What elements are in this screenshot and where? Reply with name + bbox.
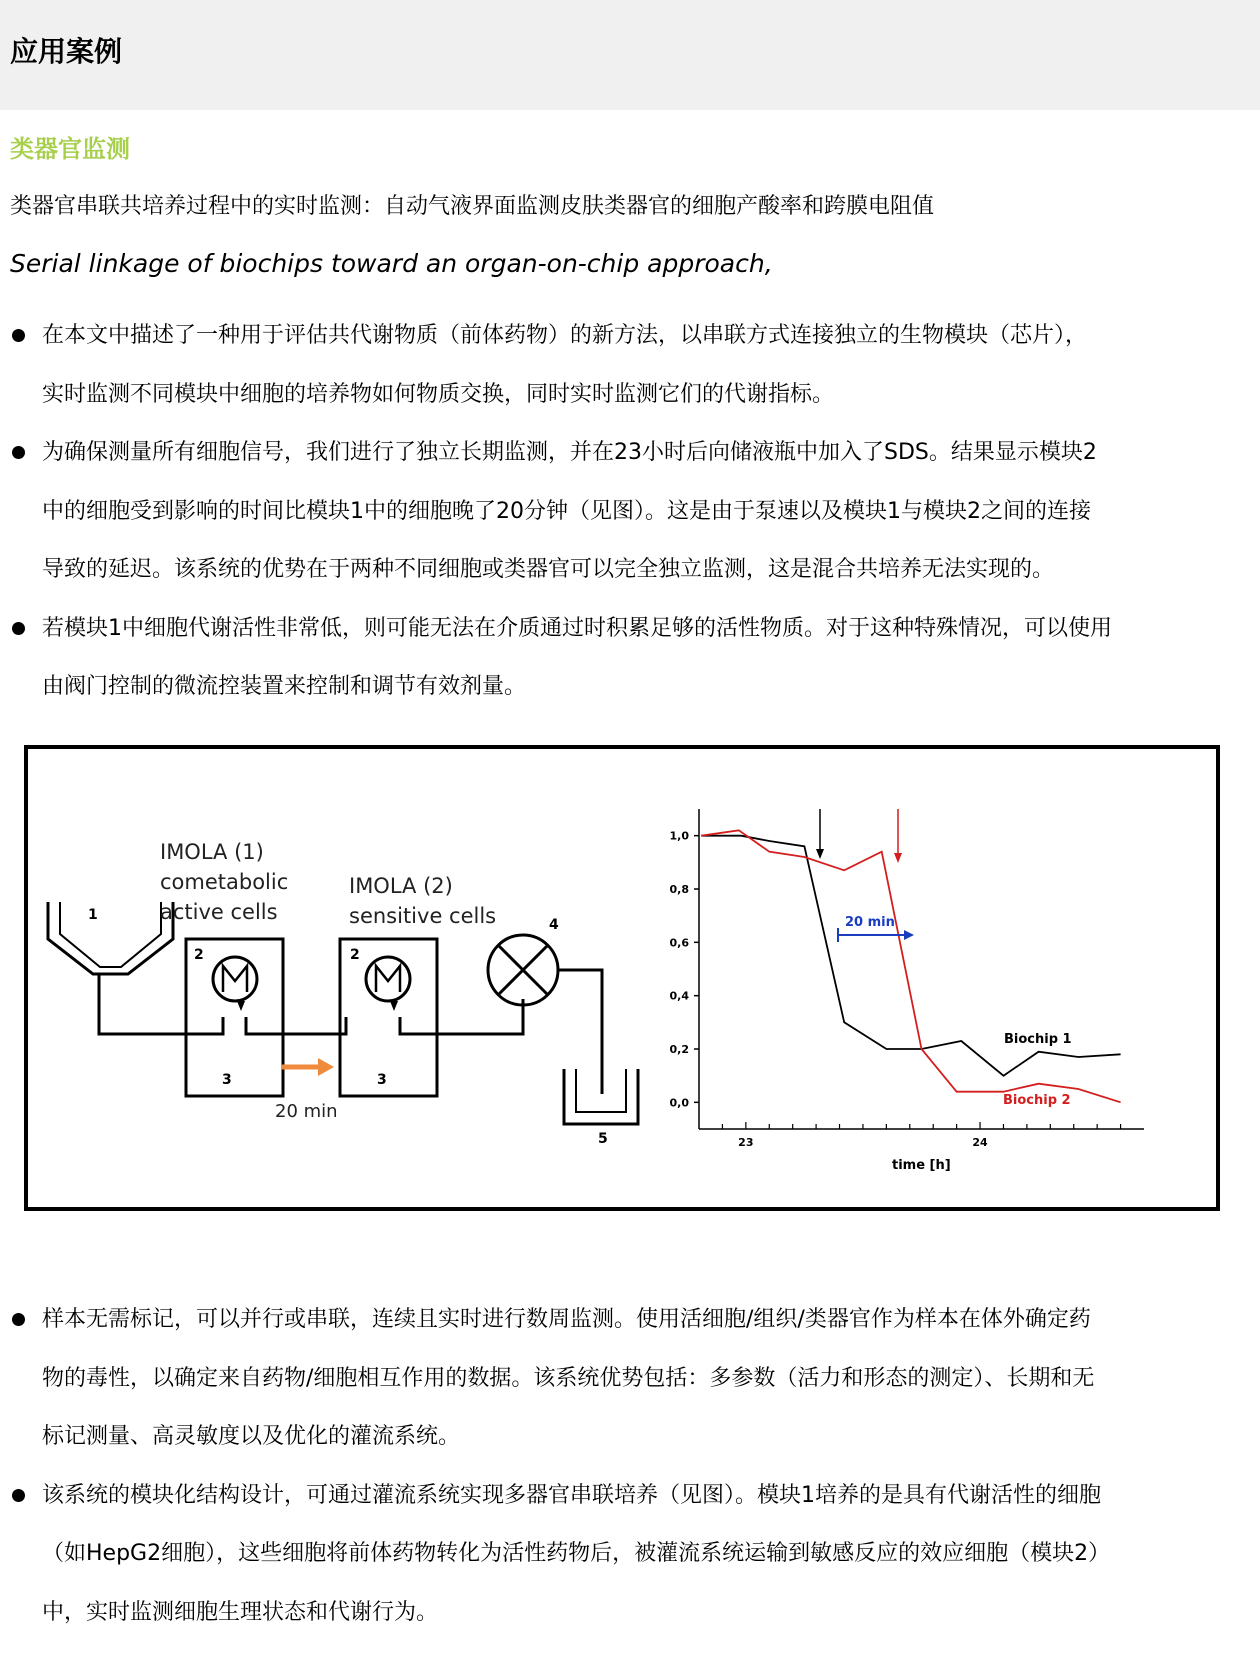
module2-number: 3	[377, 1072, 387, 1088]
bullet-icon	[12, 1489, 25, 1502]
transfer-arrow-icon	[281, 1058, 334, 1076]
reservoir-outer	[48, 902, 173, 974]
imola2-desc: sensitive cells	[349, 904, 497, 928]
imola2-label: IMOLA (2)	[349, 874, 453, 898]
x-axis-label: time [h]	[892, 1158, 951, 1173]
bullet-line: 由阀门控制的微流控装置来控制和调节有效剂量。	[42, 674, 527, 699]
chart-annotation: 20 min	[845, 915, 895, 930]
pump-icon-1	[213, 957, 257, 1001]
tube-2	[246, 1017, 346, 1034]
bullet-line: 实时监测不同模块中细胞的培养物如何物质交换，同时实时监测它们的代谢指标。	[42, 381, 835, 407]
list-item	[0, 424, 1232, 600]
bullet-icon	[12, 329, 25, 342]
series-line-2	[701, 830, 1120, 1102]
section-subtitle: 类器官监测	[10, 135, 130, 163]
list-item	[0, 307, 1232, 424]
bullet-line: 标记测量、高灵敏度以及优化的灌流系统。	[42, 1424, 461, 1449]
bullet-line: 该系统的模块化结构设计，可通过灌流系统实现多器官串联培养（见图）。模块1培养的是具有代谢活性的细胞	[42, 1482, 1102, 1508]
legend-biochip-1: Biochip 1	[1004, 1032, 1072, 1047]
list-item	[0, 1467, 1232, 1643]
reservoir-number: 1	[88, 907, 98, 923]
legend-biochip-2: Biochip 2	[1003, 1093, 1071, 1108]
y-tick-label: 0,8	[669, 883, 689, 896]
imola1-label: IMOLA (1)	[160, 840, 264, 864]
pump1-number: 2	[194, 947, 204, 963]
x-tick-label: 23	[738, 1136, 754, 1149]
bullet-line: 若模块1中细胞代谢活性非常低，则可能无法在介质通过时积累足够的活性物质。对于这种特殊情况，可以使用	[42, 615, 1113, 641]
line-chart	[670, 809, 1145, 1173]
intro-text: 类器官串联共培养过程中的实时监测：自动气液界面监测皮肤类器官的细胞产酸率和跨膜电阻值	[10, 194, 935, 219]
y-tick-label: 0,6	[669, 936, 689, 950]
delay-label: 20 min	[275, 1101, 338, 1122]
bullet-icon	[12, 1313, 25, 1326]
page-header	[0, 0, 1260, 110]
imola1-desc: cometabolic	[160, 870, 289, 894]
english-title: Serial linkage of biochips toward an organ-on-chip approach,	[10, 249, 773, 278]
pump2-number: 2	[350, 947, 360, 963]
y-tick-label: 0,0	[669, 1096, 689, 1110]
flow-arrows	[237, 1001, 398, 1011]
bullet-line: 为确保测量所有细胞信号，我们进行了独立长期监测，并在23小时后向储液瓶中加入了SDS。结果显示模块2	[42, 440, 1097, 465]
y-tick-label: 0,2	[669, 1043, 689, 1056]
bullet-line: （如HepG2细胞），这些细胞将前体药物转化为活性药物后，被灌流系统运输到敏感反应的效应细胞（模块2）	[42, 1541, 1111, 1566]
reservoir-inner	[60, 902, 161, 967]
bullet-line: 物的毒性，以确定来自药物/细胞相互作用的数据。该系统优势包括：多参数（活力和形态的测定）、长期和无	[42, 1365, 1095, 1391]
bullet-line: 导致的延迟。该系统的优势在于两种不同细胞或类器官可以完全独立监测，这是混合共培养无法实现的。	[42, 557, 1055, 582]
list-item	[0, 600, 1232, 717]
page-title: 应用案例	[10, 35, 123, 68]
valve-number: 4	[549, 917, 559, 933]
bullet-icon	[12, 446, 25, 459]
tube-3	[400, 999, 523, 1034]
bullet-list-bottom	[0, 1291, 1260, 1642]
setup-diagram	[48, 902, 638, 1124]
bullet-line: 在本文中描述了一种用于评估共代谢物质（前体药物）的新方法，以串联方式连接独立的生物模块（芯片），	[42, 323, 1088, 348]
module1-number: 3	[222, 1072, 232, 1088]
figure-svg	[28, 749, 1216, 1207]
tube-1	[99, 974, 223, 1034]
imola1-desc2: active cells	[160, 900, 278, 924]
bullet-line: 中的细胞受到影响的时间比模块1中的细胞晚了20分钟（见图）。这是由于泵速以及模块1与模块2之间的连接	[42, 498, 1091, 524]
bullet-line: 样本无需标记，可以并行或串联，连续且实时进行数周监测。使用活细胞/组织/类器官作为样本在体外确定药	[42, 1307, 1091, 1332]
y-tick-label: 1,0	[669, 829, 689, 843]
bullet-line: 中，实时监测细胞生理状态和代谢行为。	[42, 1599, 439, 1625]
bullet-icon	[12, 622, 25, 635]
x-tick-label: 24	[972, 1136, 988, 1149]
y-tick-label: 0,4	[669, 989, 689, 1003]
bullet-list-top	[0, 307, 1260, 717]
waste-number: 5	[598, 1131, 608, 1147]
list-item	[0, 1291, 1232, 1467]
figure-panel	[24, 745, 1220, 1211]
pump-icon-2	[366, 957, 410, 1001]
